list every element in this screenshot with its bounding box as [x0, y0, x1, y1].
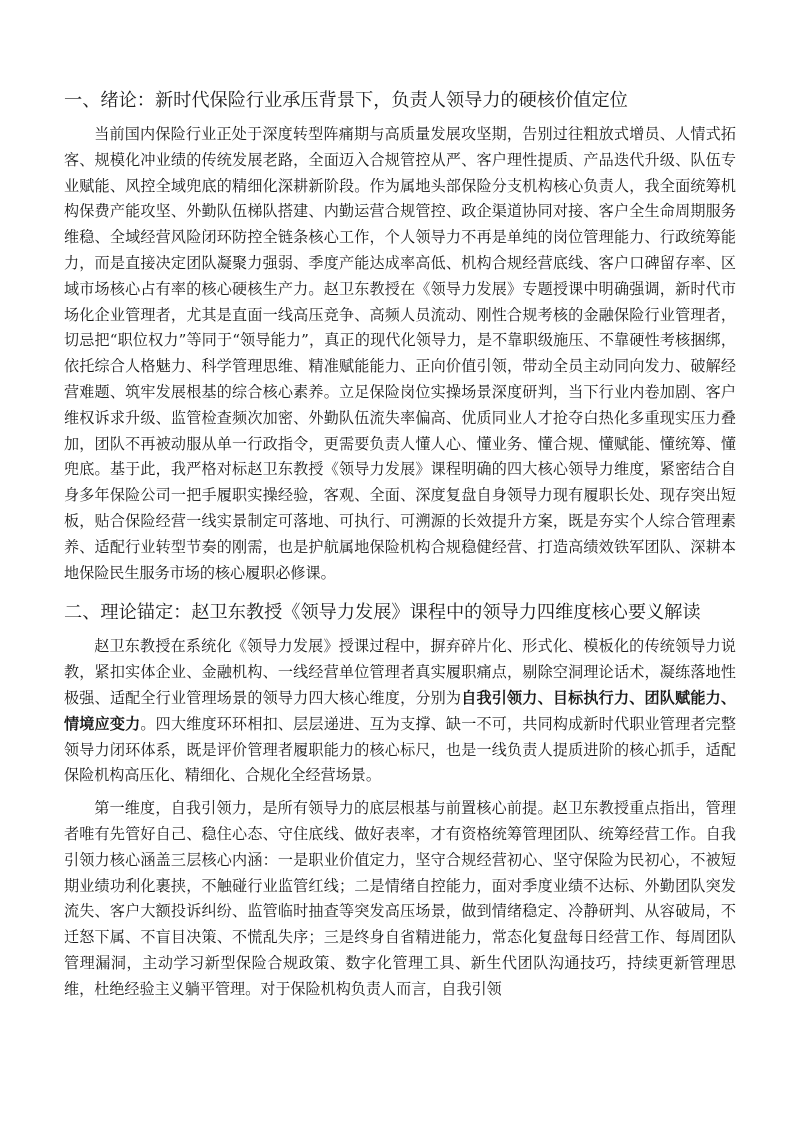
document-page — [64, 88, 736, 1010]
overview-text-tail: 。四大维度环环相扣、层层递进、互为支撑、缺一不可，共同构成新时代职业管理者完整领导力闭环体系，既是评价管理者履职能力的核心标尺，也是一线负责人提质进阶的核心抓手，适配保险机构高压化、精细化、合规化全经营场景。 — [64, 714, 736, 785]
introduction-paragraph: 当前国内保险行业正处于深度转型阵痛期与高质量发展攻坚期，告别过往粗放式增员、人情式拓客、规模化冲业绩的传统发展老路，全面迈入合规管控从严、客户理性提质、产品迭代升级、队伍专业赋能、风控全域兜底的精细化深耕新阶段。作为属地头部保险分支机构核心负责人，我全面统筹机构保费产能攻坚、外勤队伍梯队搭建、内勤运营合规管控、政企渠道协同对接、客户全生命周期服务维稳、全域经营风险闭环防控全链条核心工作，个人领导力不再是单纯的岗位管理能力、行政统筹能力，而是直接决定团队凝聚力强弱、季度产能达成率高低、机构合规经营底线、客户口碑留存率、区域市场核心占有率的核心硬核生产力。赵卫东教授在《领导力发展》专题授课中明确强调，新时代市场化企业管理者，尤其是直面一线高压竞争、高频人员流动、刚性合规考核的金融保险行业管理者，切忌把“职位权力”等同于“领导能力”，真正的现代化领导力，是不靠职级施压、不靠硬性考核捆绑，依托综合人格魅力、科学管理思维、精准赋能能力、正向价值引领，带动全员主动同向发力、破解经营难题、筑牢发展根基的综合核心素养。立足保险岗位实操场景深度研判，当下行业内卷加剧、客户维权诉求升级、监管检查频次加密、外勤队伍流失率偏高、优质同业人才抢夺白热化多重现实压力叠加，团队不再被动服从单一行政指令，更需要负责人懂人心、懂业务、懂合规、懂赋能、懂统筹、懂兜底。基于此，我严格对标赵卫东教授《领导力发展》课程明确的四大核心领导力维度，紧密结合自身多年保险公司一把手履职实操经验，客观、全面、深度复盘自身领导力现有履职长处、现存突出短板，贴合保险经营一线实景制定可落地、可执行、可溯源的长效提升方案，既是夯实个人综合管理素养、适配行业转型节奏的刚需，也是护航属地保险机构合规稳健经营、打造高绩效铁军团队、深耕本地保险民生服务市场的核心履职必修课。 — [64, 125, 736, 582]
overview-text-lead: 赵卫东教授在系统化《领导力发展》授课过程中，摒弃碎片化、形式化、模板化的传统领导力说教，紧扣实体企业、金融机构、一线经营单位管理者真实履职痛点，剔除空洞理论话术，凝练落地性极强、适配全行业管理场景的领导力四大核心维度，分别为 — [64, 637, 736, 707]
four-dimensions-emphasis: 自我引领力、目标执行力、团队赋能力、情境应变力 — [64, 688, 736, 733]
section-heading-introduction: 一、绪论：新时代保险行业承压背景下，负责人领导力的硬核价值定位 — [64, 90, 628, 111]
theory-paragraph-overview — [64, 634, 736, 789]
section-heading-theory: 二、理论锚定：赵卫东教授《领导力发展》课程中的领导力四维度核心要义解读 — [64, 602, 701, 624]
theory-paragraph-self-leadership: 第一维度，自我引领力，是所有领导力的底层根基与前置核心前提。赵卫东教授重点指出，管理者唯有先管好自己、稳住心态、守住底线、做好表率，才有资格统筹管理团队、统筹经营工作。自我引领力核心涵盖三层核心内涵：一是职业价值定力，坚守合规经营初心、坚守保险为民初心，不被短期业绩功利化裹挟，不触碰行业监管红线；二是情绪自控能力，面对季度业绩不达标、外勤团队突发流失、客户大额投诉纠纷、监管临时抽查等突发高压场景，做到情绪稳定、冷静研判、从容破局，不迁怒下属、不盲目决策、不慌乱失序；三是终身自省精进能力，常态化复盘每日经营工作、每周团队管理漏洞，主动学习新型保险合规政策、数字化管理工具、新生代团队沟通技巧，持续更新管理思维，杜绝经验主义躺平管理。对于保险机构负责人而言，自我引领 — [64, 799, 736, 998]
